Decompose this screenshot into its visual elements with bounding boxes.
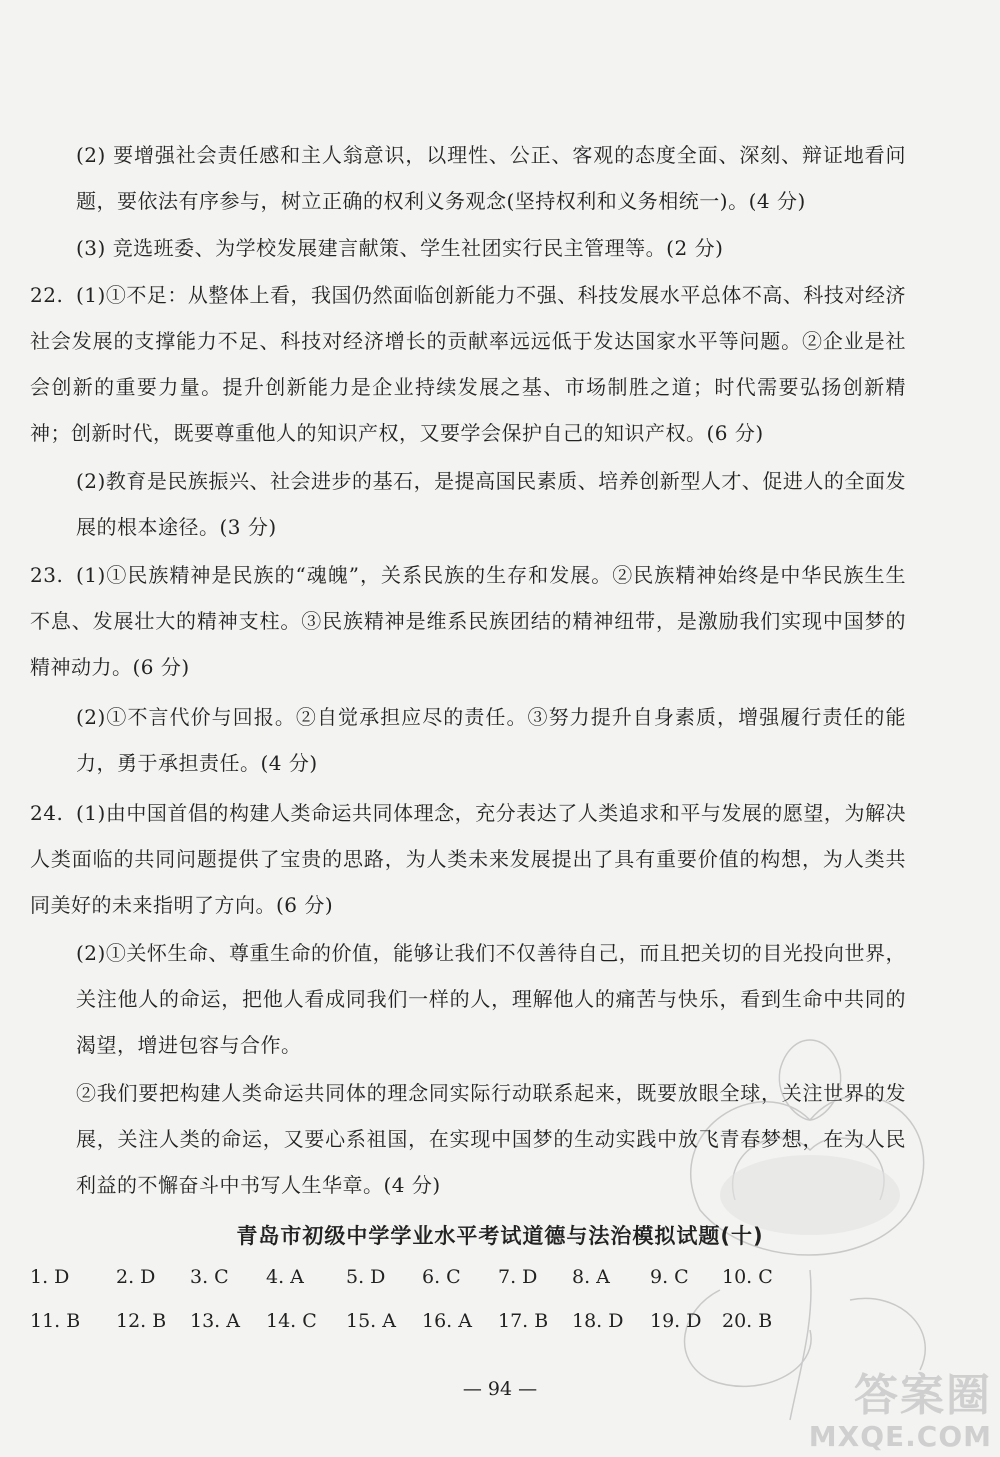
answer-item: 3. C	[190, 1266, 229, 1288]
answer-item: 17. B	[498, 1310, 549, 1332]
answer-21-part-2: (2) 要增强社会责任感和主人翁意识，以理性、公正、客观的态度全面、深刻、辩证地看问题，要依法有序参与，树立正确的权利义务观念(坚持权利和义务相统一)。(4 分)	[76, 143, 906, 213]
answer-item: 6. C	[422, 1266, 461, 1288]
answer-item: 16. A	[422, 1310, 472, 1332]
answer-22-part-1-text: (1)①不足：从整体上看，我国仍然面临创新能力不强、科技发展水平总体不高、科技对经济社会发展的支撑能力不足、科技对经济增长的贡献率远远低于发达国家水平等问题。②企业是社会创新的重要力量。提升创新能力是企业持续发展之基、市场制胜之道；时代需要弘扬创新精神；创新时代，既要尊重他人的知识产权，又要学会保护自己的知识产权。(6 分)	[30, 283, 906, 445]
answer-item: 15. A	[346, 1310, 396, 1332]
answer-item: 2. D	[116, 1266, 156, 1288]
answer-21-part-3: (3) 竞选班委、为学校发展建言献策、学生社团实行民主管理等。(2 分)	[76, 236, 724, 260]
watermark-logo-text: 答案圈	[854, 1370, 992, 1421]
answer-item: 14. C	[266, 1310, 317, 1332]
question-number-24: 24.	[30, 801, 64, 825]
answer-item: 5. D	[346, 1266, 386, 1288]
answer-item: 9. C	[650, 1266, 689, 1288]
section-title: 青岛市初级中学学业水平考试道德与法治模拟试题(十)	[236, 1224, 764, 1248]
answer-item: 12. B	[116, 1310, 167, 1332]
answer-24-part-1	[30, 790, 906, 928]
answer-23-part-2: (2)①不言代价与回报。②自觉承担应尽的责任。③努力提升自身素质，增强履行责任的能力，勇于承担责任。(4 分)	[76, 705, 906, 775]
choice-answer-grid	[30, 1266, 850, 1354]
answer-24-part-2b: ②我们要把构建人类命运共同体的理念同实际行动联系起来，既要放眼全球，关注世界的发展，关注人类的命运，又要心系祖国，在实现中国梦的生动实践中放飞青春梦想，在为人民利益的不懈奋斗中书写人生华章。(4 分)	[76, 1081, 906, 1197]
answer-23-part-1-text: (1)①民族精神是民族的“魂魄”，关系民族的生存和发展。②民族精神始终是中华民族生生不息、发展壮大的精神支柱。③民族精神是维系民族团结的精神纽带，是激励我们实现中国梦的精神动力。(6 分)	[30, 563, 906, 679]
site-watermark	[809, 1371, 992, 1453]
question-number-23: 23.	[30, 563, 64, 587]
answer-item: 13. A	[190, 1310, 240, 1332]
answer-row-2	[30, 1310, 850, 1354]
answer-item: 18. D	[572, 1310, 624, 1332]
answer-item: 4. A	[266, 1266, 304, 1288]
answer-item: 20. B	[722, 1310, 773, 1332]
answer-24-part-1-text: (1)由中国首倡的构建人类命运共同体理念，充分表达了人类追求和平与发展的愿望，为解决人类面临的共同问题提供了宝贵的思路，为人类未来发展提出了具有重要价值的构想，为人类共同美好的未来指明了方向。(6 分)	[30, 801, 906, 917]
answer-24-part-2a: (2)①关怀生命、尊重生命的价值，能够让我们不仅善待自己，而且把关切的目光投向世界，关注他人的命运，把他人看成同我们一样的人，理解他人的痛苦与快乐，看到生命中共同的渴望，增进包容与合作。	[76, 941, 906, 1057]
answer-23-part-1	[30, 552, 906, 690]
page-number: — 94 —	[462, 1378, 538, 1400]
answer-22-part-1	[30, 272, 906, 456]
answer-item: 11. B	[30, 1310, 81, 1332]
answer-item: 1. D	[30, 1266, 70, 1288]
answer-22-part-2: (2)教育是民族振兴、社会进步的基石，是提高国民素质、培养创新型人才、促进人的全面发展的根本途径。(3 分)	[76, 469, 906, 539]
answer-item: 7. D	[498, 1266, 538, 1288]
answer-item: 10. C	[722, 1266, 773, 1288]
watermark-url: MXQE.COM	[808, 1420, 992, 1453]
answer-item: 19. D	[650, 1310, 702, 1332]
answer-item: 8. A	[572, 1266, 610, 1288]
answer-row-1	[30, 1266, 850, 1310]
question-number-22: 22.	[30, 283, 64, 307]
